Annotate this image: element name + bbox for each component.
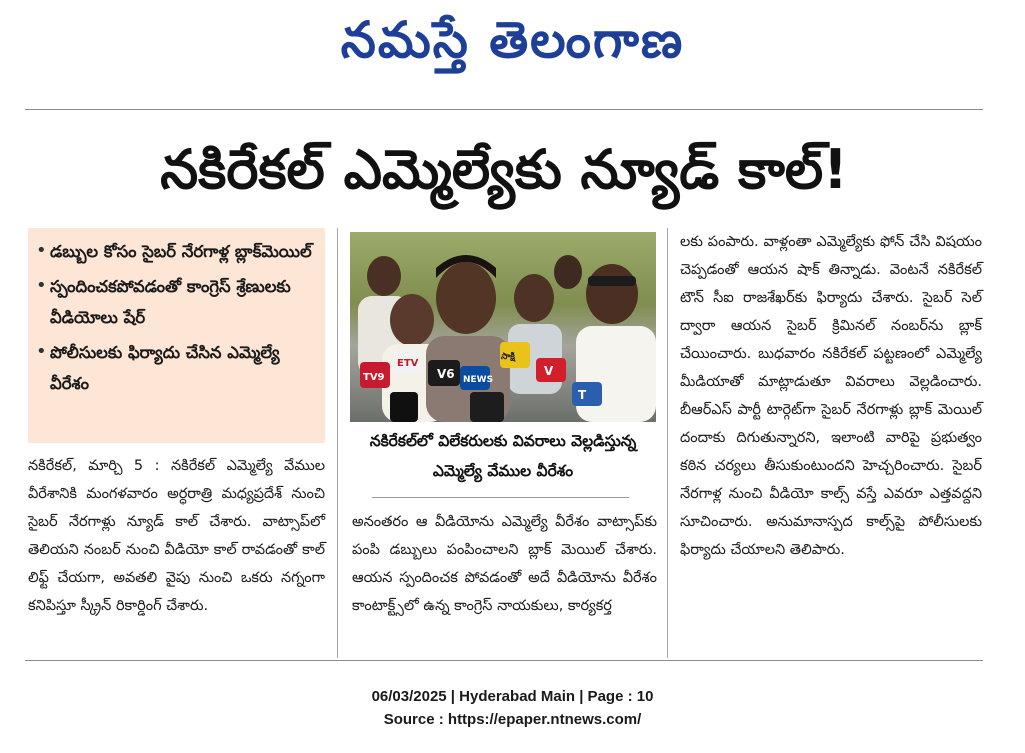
person-head [586,264,638,324]
article-column-1: నకిరేకల్, మార్చి 5 : నకిరేకల్ ఎమ్మెల్యే వేముల వీరేశానికి మంగళవారం అర్ధరాత్రి మధ్యప్రదేశ్ నుంచి సైబర్ నేరగాళ్లు న్యూడ్ కాల్ చేశారు. వాట్సాప్‌లో తెలియని నంబర్ నుంచి వీడియో కాల్ రావడంతో కాల్ లిఫ్ట్ చేయగా, అవతలి వైపు నుంచి ఒకరు నగ్నంగా కనిపిస్తూ స్క్రీన్ రికార్డింగ్ చేశారు. [28,458,325,614]
person-head [554,255,582,289]
mic-label: NEWS [463,375,494,385]
bullet-icon: • [36,341,47,362]
edition-info: 06/03/2025 | Hyderabad Main | Page : 10 [371,688,654,705]
mic-flag [572,382,602,406]
press-conference-illustration [350,232,656,422]
top-rule [25,109,983,110]
glasses [588,276,636,286]
mic-label: V6 [437,367,455,381]
news-photo [350,232,656,422]
bottom-rule [25,660,983,661]
highlight-item [36,271,317,333]
bullet-icon: • [36,240,47,261]
caption-rule [372,497,629,498]
highlight-text: డబ్బుల కోసం సైబర్ నేరగాళ్ల బ్లాక్‌మెయిల్ [50,242,312,261]
mic-label: T [578,388,587,402]
person-head [514,274,554,322]
mic-label: ETV [397,358,419,369]
headline: నకిరేకల్ ఎమ్మెల్యేకు న్యూడ్ కాల్! [160,138,848,201]
highlight-item [36,337,317,399]
highlight-text: స్పందించకపోవడంతో కాంగ్రెస్ శ్రేణులకు వీడియోలు షేర్ [50,277,291,327]
highlight-text: పోలీసులకు ఫిర్యాదు చేసిన ఎమ్మెల్యే వీరేశం [50,343,280,393]
column-divider [667,228,668,658]
mic-label: TV9 [363,372,385,383]
highlight-item [36,236,317,267]
article-column-2: అనంతరం ఆ వీడియోను ఎమ్మెల్యే వీరేశం వాట్సాప్‌కు పంపి డబ్బులు పంపించాలని బ్లాక్ మెయిల్ చేశారు. ఆయన స్పందించక పోవడంతో అదే వీడియోను వీరేశం కాంటాక్ట్స్‌లో ఉన్న కాంగ్రెస్ నాయకులు, కార్యకర్త [352,514,657,614]
highlights-box [28,228,325,443]
photo-caption: నకిరేకల్‌లో విలేకరులకు వివరాలు వెల్లడిస్తున్న ఎమ్మెల్యే వేముల వీరేశం [369,432,637,480]
mic-flag [470,392,504,422]
mic-flag [390,392,418,422]
bullet-icon: • [36,275,47,296]
mic-label: V [544,364,554,378]
newspaper-masthead: నమస్తే తెలంగాణ [340,10,685,69]
mic-label: సాక్షి [501,352,515,362]
source-link[interactable]: Source : https://epaper.ntnews.com/ [383,711,642,728]
person-head [367,256,401,296]
speaker-head [436,262,496,334]
person-head [390,294,434,346]
column-divider [337,228,338,658]
person-body [576,326,656,422]
article-column-3: లకు పంపారు. వాళ్లంతా ఎమ్మెల్యేకు ఫోన్ చేసి విషయం చెప్పడంతో ఆయన షాక్ తిన్నాడు. వెంటనే నకిరేకల్ టౌన్ సీఐ రాజశేఖర్‌కు ఫిర్యాదు చేశారు. సైబర్ సెల్ ద్వారా ఆయన సైబర్ క్రిమినల్ నంబర్‌ను బ్లాక్ చేయించారు. బుధవారం నకిరేకల్ పట్టణంలో ఎమ్మెల్యే మీడియాతో మాట్లాడుతూ వివరాలు వెల్లడించారు. బీఆర్ఎస్ పార్టీ టార్గెట్‌గా సైబర్ నేరగాళ్లు బ్లాక్ మెయిల్ దందాకు దిగుతున్నారని, ఇలాంటి వారిపై ప్రభుత్వం కఠిన చర్యలు తీసుకుంటుందని హెచ్చరించారు. సైబర్ నేరగాళ్ల నుంచి వీడియో కాల్స్ వస్తే ఎవరూ ఎత్తవద్దని సూచించారు. అనుమానాస్పద కాల్స్‌పై పోలీసులకు ఫిర్యాదు చేయాలని తెలిపారు. [680,234,982,558]
